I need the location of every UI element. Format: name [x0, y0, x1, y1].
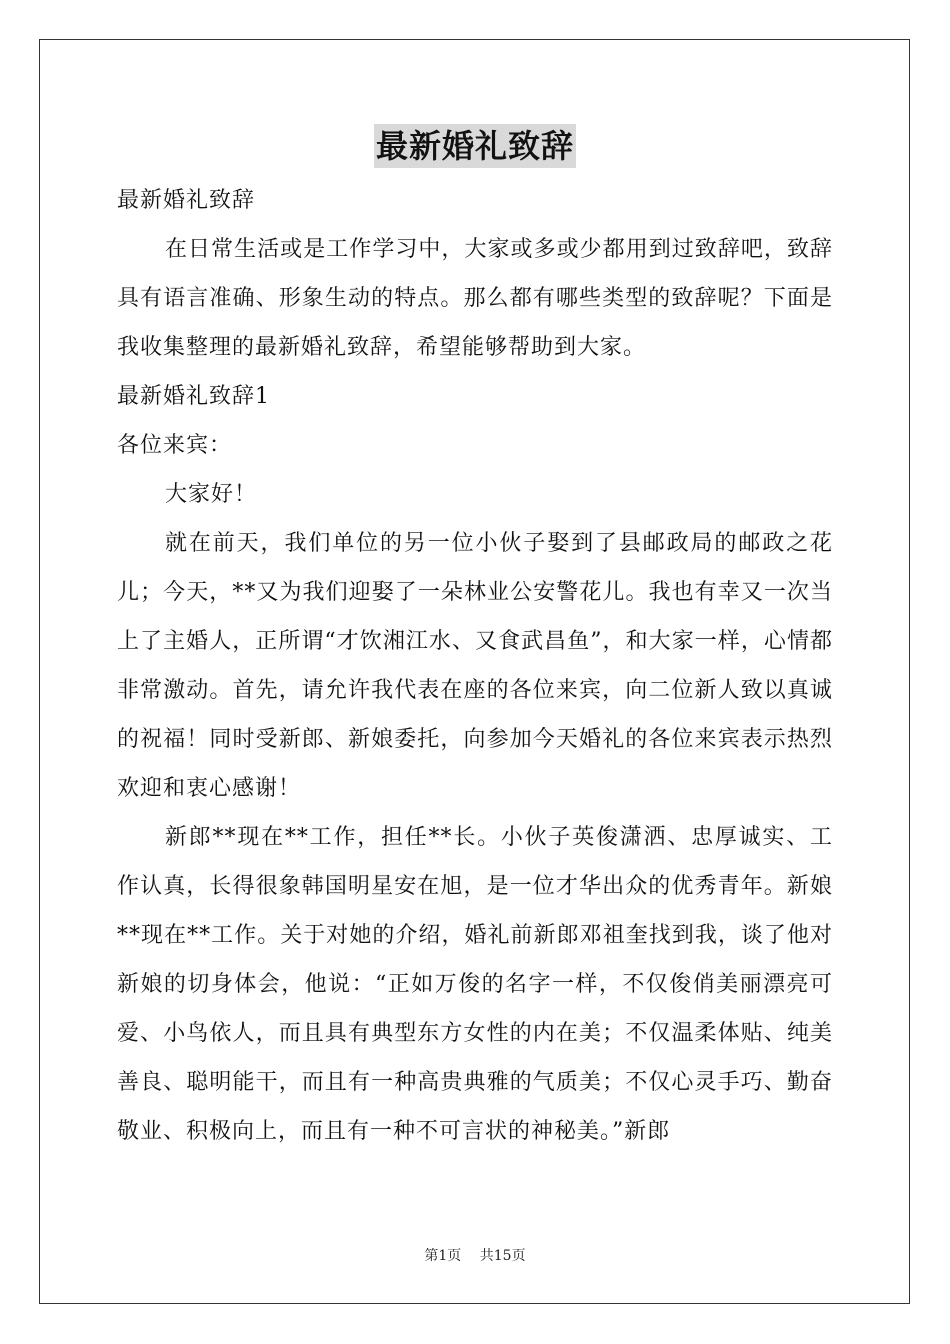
document-body: [117, 176, 833, 1156]
section-heading: 最新婚礼致辞1: [117, 384, 270, 409]
body-paragraph: 就在前天，我们单位的另一位小伙子娶到了县邮政局的邮政之花儿；今天，**又为我们迎娶了一朵林业公安警花儿。我也有幸又一次当上了主婚人，正所谓“才饮湘江水、又食武昌鱼”，和大家一样，心情都非常激动。首先，请允许我代表在座的各位来宾，向二位新人致以真诚的祝福！同时受新郎、新娘委托，向参加今天婚礼的各位来宾表示热烈欢迎和衷心感谢！: [117, 531, 833, 801]
subtitle-line: 最新婚礼致辞: [117, 188, 256, 213]
page-footer: [0, 1246, 950, 1266]
title-container: [0, 124, 950, 168]
salutation: 各位来宾：: [117, 433, 233, 458]
page-total: 共15页: [479, 1248, 526, 1264]
page-number: 第1页: [424, 1248, 462, 1264]
document-title: 最新婚礼致辞: [374, 124, 576, 168]
body-paragraph: 新郎**现在**工作，担任**长。小伙子英俊潇洒、忠厚诚实、工作认真，长得很象韩国明星安在旭，是一位才华出众的优秀青年。新娘**现在**工作。关于对她的介绍，婚礼前新郎邓祖奎找到我，谈了他对新娘的切身体会，他说：“正如万俊的名字一样，不仅俊俏美丽漂亮可爱、小鸟依人，而且具有典型东方女性的内在美；不仅温柔体贴、纯美善良、聪明能干，而且有一种高贵典雅的气质美；不仅心灵手巧、勤奋敬业、积极向上，而且有一种不可言状的神秘美。”新郎: [117, 825, 833, 1144]
intro-paragraph: 在日常生活或是工作学习中，大家或多或少都用到过致辞吧，致辞具有语言准确、形象生动的特点。那么都有哪些类型的致辞呢？下面是我收集整理的最新婚礼致辞，希望能够帮助到大家。: [117, 237, 833, 360]
greeting: 大家好！: [165, 482, 258, 507]
